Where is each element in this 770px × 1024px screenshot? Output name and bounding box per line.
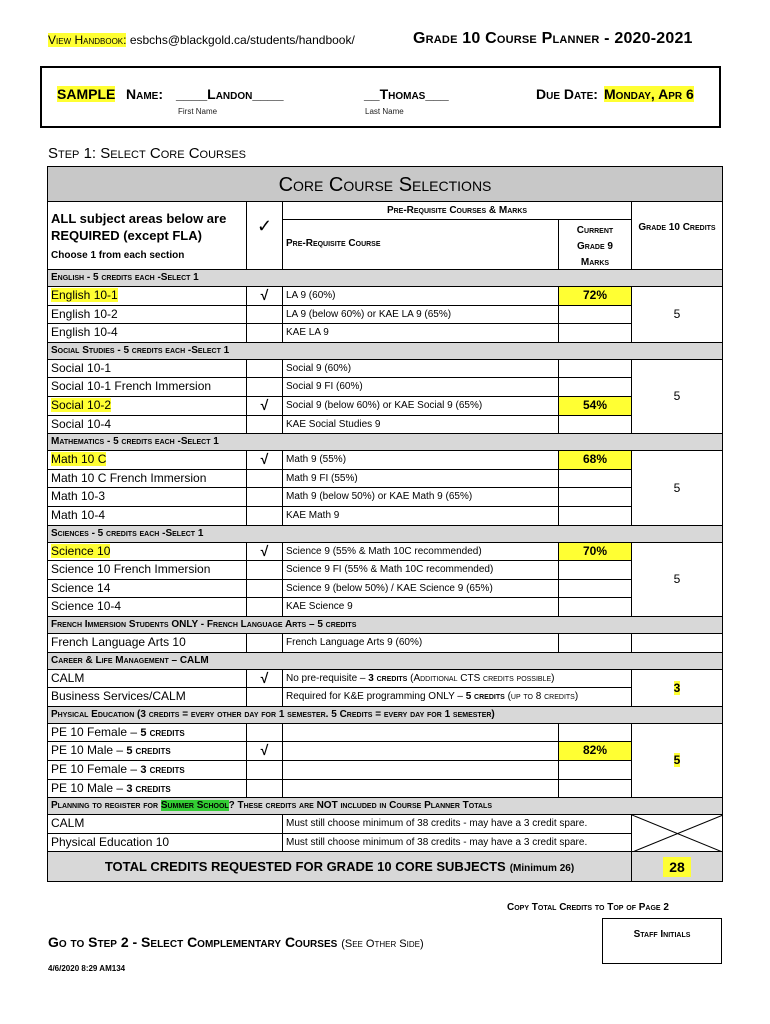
course-option[interactable]: French Language Arts 10	[47, 634, 247, 653]
summer-header-text: ? These credits are NOT included in Course Planner Totals	[228, 800, 492, 812]
course-name: English 10-4	[51, 325, 118, 340]
prereq-course: Math 9 FI (55%)	[283, 470, 559, 489]
calm-section-header: Career & Life Management – CALM	[47, 653, 723, 670]
course-option[interactable]	[47, 780, 247, 799]
math-credits: 5	[632, 451, 723, 525]
selection-checkmark[interactable]	[247, 761, 283, 780]
grade9-mark[interactable]	[559, 507, 632, 526]
grade10-credits-header: Grade 10 Credits	[632, 202, 723, 270]
pe-credits	[632, 724, 723, 798]
selection-checkmark[interactable]	[247, 780, 283, 799]
staff-initials-box[interactable]: Staff Initials	[602, 918, 722, 964]
core-course-table	[47, 166, 723, 899]
selection-checkmark[interactable]	[247, 488, 283, 507]
selection-checkmark[interactable]	[247, 688, 283, 707]
course-option[interactable]: Business Services/CALM	[47, 688, 247, 707]
total-credits-value: 28	[663, 857, 691, 877]
prereq-course: LA 9 (60%)	[283, 287, 559, 306]
prereq-course: Social 9 (below 60%) or KAE Social 9 (65%)	[283, 397, 559, 416]
page-title: Grade 10 Course Planner - 2020-2021	[413, 30, 693, 47]
course-name: Science 10	[51, 543, 111, 558]
total-credits-cell[interactable]	[632, 852, 723, 882]
social-section-header: Social Studies - 5 credits each -Select 1	[47, 343, 723, 360]
due-date-label: Due Date:	[536, 86, 598, 102]
first-name-caption: First Name	[178, 107, 218, 116]
grade9-mark[interactable]: 54%	[559, 397, 632, 416]
english-section-header: English - 5 credits each -Select 1	[47, 270, 723, 287]
selection-checkmark[interactable]	[247, 306, 283, 325]
selection-checkmark[interactable]: √	[247, 670, 283, 689]
grade9-mark[interactable]	[559, 488, 632, 507]
selection-checkmark[interactable]	[247, 598, 283, 617]
summer-school-highlight: Summer School	[160, 800, 229, 812]
pe-course-name: PE 10 Male –	[51, 780, 127, 795]
course-name: Social 10-1	[51, 360, 112, 375]
grade9-mark[interactable]	[559, 598, 632, 617]
step2-heading	[48, 934, 424, 950]
english-credits: 5	[632, 287, 723, 343]
sample-label: SAMPLE	[57, 86, 116, 102]
grade9-mark[interactable]	[559, 360, 632, 379]
pe-course-name: PE 10 Female –	[51, 724, 141, 739]
grade9-mark[interactable]: 72%	[559, 287, 632, 306]
calm-prereq-note	[283, 670, 632, 689]
course-name: English 10-2	[51, 306, 118, 321]
grade9-mark[interactable]	[559, 780, 632, 799]
social-credits: 5	[632, 360, 723, 434]
pe-course-name: PE 10 Female –	[51, 762, 141, 776]
step2-main: Go to Step 2 - Select Complementary Courses	[48, 934, 338, 950]
pe-course-credits: 3 credits	[126, 782, 171, 795]
science-credits: 5	[632, 543, 723, 617]
summer-school-header	[47, 798, 723, 815]
grade9-mark[interactable]	[559, 561, 632, 580]
course-option[interactable]	[47, 580, 247, 599]
course-name: Math 10 C French Immersion	[51, 470, 207, 485]
selection-checkmark[interactable]: √	[247, 742, 283, 761]
course-option[interactable]	[47, 488, 247, 507]
prereq-course	[283, 780, 559, 799]
summer-note: Must still choose minimum of 38 credits - may have a 3 credit spare.	[283, 815, 632, 834]
grade9-mark[interactable]	[559, 724, 632, 743]
course-name: Math 10-4	[51, 508, 106, 522]
table-title: Core Course Selections	[47, 166, 723, 202]
current-marks-header: Current Grade 9 Marks	[559, 220, 632, 270]
total-credits-label-cell	[47, 852, 632, 882]
pe-course-credits: 5 credits	[140, 726, 185, 739]
student-info-box	[40, 66, 721, 128]
summer-note: Must still choose minimum of 38 credits - may have a 3 credit spare.	[283, 834, 632, 853]
course-name: Math 10-3	[51, 489, 106, 504]
prereq-course: Science 9 (55% & Math 10C recommended)	[283, 543, 559, 562]
course-option[interactable]	[47, 543, 247, 562]
summer-header-text: Planning to register for	[51, 800, 161, 812]
selection-checkmark[interactable]	[247, 561, 283, 580]
course-option[interactable]	[47, 324, 247, 343]
course-option[interactable]	[47, 761, 247, 780]
handbook-label: View Handbook:	[48, 33, 127, 47]
calm-note-part: (up to 8 credits)	[504, 691, 579, 703]
prereq-course: Social 9 (60%)	[283, 360, 559, 379]
prereq-course: Math 9 (55%)	[283, 451, 559, 470]
course-name: Science 14	[51, 580, 111, 595]
selection-checkmark[interactable]	[247, 324, 283, 343]
selection-checkmark[interactable]: √	[247, 397, 283, 416]
selection-checkmark[interactable]	[247, 507, 283, 526]
course-option[interactable]	[47, 451, 247, 470]
copy-total-note: Copy Total Credits to Top of Page 2	[507, 902, 669, 913]
grade9-mark[interactable]: 68%	[559, 451, 632, 470]
prereq-course: KAE Math 9	[283, 507, 559, 526]
course-option[interactable]	[47, 287, 247, 306]
grade9-mark[interactable]	[559, 324, 632, 343]
step1-heading: Step 1: Select Core Courses	[48, 145, 246, 162]
print-timestamp: 4/6/2020 8:29 AM134	[48, 964, 126, 973]
summer-course[interactable]: CALM	[47, 815, 283, 834]
first-name-field[interactable]: ____Landon____	[176, 86, 284, 102]
summer-course[interactable]: Physical Education 10	[47, 834, 283, 853]
prereq-course: Science 9 FI (55% & Math 10C recommended)	[283, 561, 559, 580]
check-header: ✓	[247, 202, 283, 270]
course-option[interactable]	[47, 360, 247, 379]
course-option[interactable]	[47, 470, 247, 489]
course-name: Social 10-2	[51, 398, 112, 412]
step2-sub: (See Other Side)	[341, 938, 424, 950]
course-option[interactable]	[47, 378, 247, 397]
course-name: Math 10 C	[51, 452, 107, 467]
grade9-mark[interactable]	[559, 470, 632, 489]
course-option[interactable]	[47, 416, 247, 435]
grade9-mark[interactable]: 82%	[559, 742, 632, 761]
selection-checkmark[interactable]: √	[247, 451, 283, 470]
math-section-header: Mathematics - 5 credits each -Select 1	[47, 434, 723, 451]
prereq-course: KAE Social Studies 9	[283, 416, 559, 435]
prereq-course	[283, 761, 559, 780]
grade9-mark[interactable]	[559, 761, 632, 780]
course-name: Social 10-4	[51, 416, 112, 431]
course-option[interactable]	[47, 561, 247, 580]
pe-credits-value: 5	[673, 753, 681, 768]
handbook-url[interactable]: esbchs@blackgold.ca/students/handbook/	[129, 33, 355, 47]
due-date-value: Monday, Apr 6	[604, 86, 694, 102]
grade9-mark[interactable]	[559, 378, 632, 397]
course-option[interactable]	[47, 306, 247, 325]
handbook-line	[48, 33, 355, 47]
choose-note: Choose 1 from each section	[51, 250, 185, 261]
selection-checkmark[interactable]: √	[247, 543, 283, 562]
pe-course-name: PE 10 Male –	[51, 743, 127, 758]
crossed-out-box	[632, 815, 723, 852]
prereq-course: Science 9 (below 50%) / KAE Science 9 (65%)	[283, 580, 559, 599]
course-name: Social 10-1 French Immersion	[51, 379, 212, 394]
prereq-course-header: Pre-Requisite Course	[283, 220, 559, 270]
calm-note-part: No pre-requisite –	[286, 672, 369, 684]
french-credits	[632, 634, 723, 653]
selection-checkmark[interactable]	[247, 360, 283, 379]
prereq-course	[283, 742, 559, 761]
total-credits-minimum: (Minimum 26)	[509, 863, 575, 875]
grade9-mark[interactable]	[559, 306, 632, 325]
course-name: English 10-1	[51, 288, 118, 302]
course-option[interactable]: CALM	[47, 670, 247, 689]
selection-checkmark[interactable]	[247, 724, 283, 743]
calm-note-part: 3 credits	[368, 672, 408, 684]
selection-checkmark[interactable]	[247, 580, 283, 599]
course-option[interactable]	[47, 507, 247, 526]
pe-section-header: Physical Education (3 credits = every other day for 1 semester. 5 Credits = every day for 1 semester)	[47, 707, 723, 724]
selection-checkmark[interactable]: √	[247, 287, 283, 306]
grade9-mark[interactable]	[559, 634, 632, 653]
course-name: Science 10 French Immersion	[51, 562, 211, 577]
grade9-mark[interactable]: 70%	[559, 543, 632, 562]
required-note-cell	[47, 202, 247, 270]
calm-credits-value: 3	[673, 680, 681, 695]
required-note: ALL subject areas below are REQUIRED (except FLA)	[51, 211, 227, 243]
science-section-header: Sciences - 5 credits each -Select 1	[47, 526, 723, 543]
business-calm-note	[283, 688, 632, 707]
total-credits-label: TOTAL CREDITS REQUESTED FOR GRADE 10 CORE SUBJECTS	[104, 859, 506, 875]
pe-course-credits: 5 credits	[126, 745, 171, 758]
calm-note-part: Required for K&E programming ONLY –	[286, 691, 466, 703]
grade9-mark[interactable]	[559, 416, 632, 435]
course-option[interactable]	[47, 598, 247, 617]
prereq-group-header: Pre-Requisite Courses & Marks	[283, 202, 632, 220]
course-option[interactable]	[47, 742, 247, 761]
calm-note-part: 5 credits	[465, 691, 505, 703]
prereq-course	[283, 724, 559, 743]
course-name: Science 10-4	[51, 599, 122, 614]
prereq-course: KAE LA 9	[283, 324, 559, 343]
course-option[interactable]	[47, 724, 247, 743]
prereq-course: LA 9 (below 60%) or KAE LA 9 (65%)	[283, 306, 559, 325]
prereq-course: French Language Arts 9 (60%)	[283, 634, 559, 653]
selection-checkmark[interactable]	[247, 470, 283, 489]
selection-checkmark[interactable]	[247, 416, 283, 435]
calm-note-part: (Additional CTS credits possible)	[407, 672, 555, 684]
last-name-field[interactable]: __Thomas___	[364, 86, 449, 102]
prereq-course: Math 9 (below 50%) or KAE Math 9 (65%)	[283, 488, 559, 507]
name-label: Name:	[126, 86, 163, 102]
calm-credits	[632, 670, 723, 707]
prereq-course: Social 9 FI (60%)	[283, 378, 559, 397]
french-section-header: French Immersion Students ONLY - French Language Arts – 5 credits	[47, 617, 723, 634]
selection-checkmark[interactable]	[247, 378, 283, 397]
selection-checkmark[interactable]	[247, 634, 283, 653]
course-option[interactable]	[47, 397, 247, 416]
grade9-mark[interactable]	[559, 580, 632, 599]
pe-course-credits: 3 credits	[140, 764, 185, 776]
last-name-caption: Last Name	[365, 107, 404, 116]
prereq-course: KAE Science 9	[283, 598, 559, 617]
